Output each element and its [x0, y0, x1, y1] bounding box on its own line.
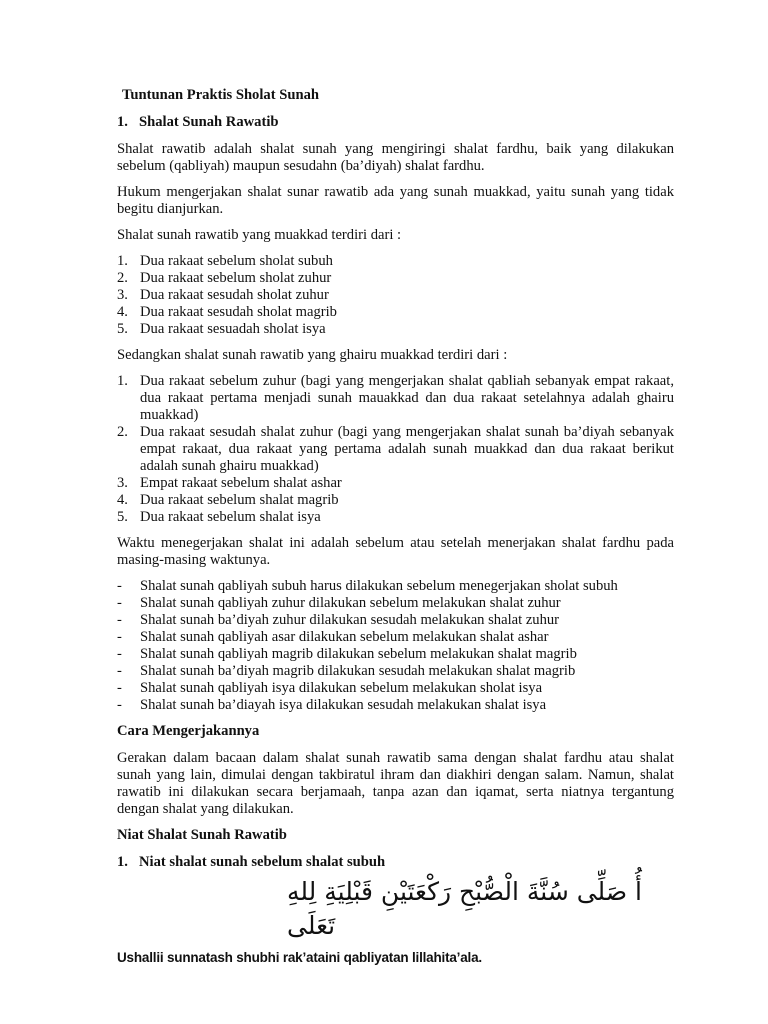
list-number: 3. — [117, 475, 128, 491]
section-number: 1. — [117, 114, 128, 130]
list-item-text: Dua rakaat sebelum shalat magrib — [140, 492, 339, 508]
list-item — [117, 578, 674, 595]
list-item-text: Shalat sunah qabliyah subuh harus dilakukan sebelum menegerjakan sholat subuh — [140, 578, 618, 594]
list-item — [117, 663, 674, 680]
list-item — [117, 424, 674, 475]
list-dash: - — [117, 595, 122, 611]
list-item-text: Dua rakaat sebelum zuhur (bagi yang mengerjakan shalat qabliah sebanyak empat rakaat, dua rakaat pertama menjadi sunah mauakkad dan dua rakaat setelahnya adalah ghairu muakkad) — [140, 373, 674, 423]
list-item-text: Dua rakaat sesudah shalat zuhur (bagi yang mengerjakan shalat sunah ba’diyah sebanyak empat rakaat, dua rakaat yang pertama adalah sunah muakkad dan dua rakaat berikut adalah sunah ghairu muakkad) — [140, 424, 674, 474]
list-number: 5. — [117, 321, 128, 337]
list-item — [117, 646, 674, 663]
list-number: 3. — [117, 287, 128, 303]
niat-subheading-subuh — [117, 854, 674, 871]
list-item — [117, 270, 674, 287]
list-item — [117, 475, 674, 492]
list-number: 1. — [117, 373, 128, 389]
list-item — [117, 509, 674, 526]
paragraph-hukum: Hukum mengerjakan shalat sunar rawatib ada yang sunah muakkad, yaitu sunah yang tidak begitu dianjurkan. — [117, 184, 674, 217]
paragraph-waktu: Waktu menegerjakan shalat ini adalah sebelum atau setelah menerjakan shalat fardhu pada masing-masing waktunya. — [117, 535, 674, 568]
list-item-text: Dua rakaat sebelum sholat zuhur — [140, 270, 332, 286]
list-dash: - — [117, 578, 122, 594]
ghairu-muakkad-list — [117, 373, 674, 526]
section-heading-text: Niat shalat sunah sebelum shalat subuh — [139, 854, 386, 870]
list-dash: - — [117, 663, 122, 679]
list-item — [117, 253, 674, 270]
list-item — [117, 304, 674, 321]
list-item — [117, 697, 674, 714]
list-item-text: Shalat sunah ba’diyah zuhur dilakukan sesudah melakukan shalat zuhur — [140, 612, 560, 628]
list-dash: - — [117, 646, 122, 662]
list-item-text: Shalat sunah ba’diayah isya dilakukan sesudah melakukan shalat isya — [140, 697, 547, 713]
list-item — [117, 680, 674, 697]
time-list — [117, 578, 674, 714]
list-dash: - — [117, 697, 122, 713]
latin-transliteration: Ushallii sunnatash shubhi rak’ataini qabliyatan lillahita’ala. — [117, 950, 482, 965]
paragraph-gerakan: Gerakan dalam bacaan dalam shalat sunah rawatib sama dengan shalat fardhu atau shalat sunah yang lain, dimulai dengan takbiratul ihram dan diakhiri dengan salam. Namun, shalat rawatib ini dilakukan secara berjamaah, tanpa azan dan iqamat, serta niatnya tergantung dengan shalat yang dilakukan. — [117, 750, 674, 817]
section-heading-rawatib — [117, 114, 674, 131]
list-item-text: Empat rakaat sebelum shalat ashar — [140, 475, 342, 491]
list-item-text: Dua rakaat sesudah sholat magrib — [140, 304, 337, 320]
document-body — [117, 87, 674, 966]
section-heading-text: Shalat Sunah Rawatib — [139, 114, 279, 130]
list-number: 5. — [117, 509, 128, 525]
list-number: 4. — [117, 304, 128, 320]
document-title: Tuntunan Praktis Sholat Sunah — [122, 87, 319, 103]
muakkad-list — [117, 253, 674, 338]
list-number: 4. — [117, 492, 128, 508]
list-item — [117, 612, 674, 629]
list-item-text: Dua rakaat sesudah sholat zuhur — [140, 287, 329, 303]
list-item — [117, 321, 674, 338]
list-item-text: Shalat sunah ba’diyah magrib dilakukan sesudah melakukan shalat magrib — [140, 663, 576, 679]
arabic-niat-text: أُ صَلِّى سُنَّةَ الْصُّبْحِ رَكْعَتَيْنِ قَبْلِيَةِ لِلهِ تَعَلَى — [287, 877, 642, 940]
list-item — [117, 492, 674, 509]
paragraph-definition: Shalat rawatib adalah shalat sunah yang mengiringi shalat fardhu, baik yang dilakukan sebelum (qabliyah) maupun sesudahn (ba’diyah) shalat fardhu. — [117, 141, 674, 174]
section-number: 1. — [117, 854, 128, 870]
list-item-text: Dua rakaat sebelum sholat subuh — [140, 253, 333, 269]
list-item — [117, 629, 674, 646]
list-item-text: Shalat sunah qabliyah zuhur dilakukan sebelum melakukan shalat zuhur — [140, 595, 561, 611]
list-number: 2. — [117, 424, 128, 440]
list-number: 2. — [117, 270, 128, 286]
list-item-text: Dua rakaat sesuadah sholat isya — [140, 321, 326, 337]
list-dash: - — [117, 612, 122, 628]
list-item-text: Shalat sunah qabliyah magrib dilakukan sebelum melakukan shalat magrib — [140, 646, 577, 662]
list-number: 1. — [117, 253, 128, 269]
list-item — [117, 287, 674, 304]
heading-niat: Niat Shalat Sunah Rawatib — [117, 827, 287, 843]
list-item — [117, 595, 674, 612]
list-dash: - — [117, 680, 122, 696]
list-item-text: Dua rakaat sebelum shalat isya — [140, 509, 321, 525]
list-item-text: Shalat sunah qabliyah asar dilakukan sebelum melakukan shalat ashar — [140, 629, 549, 645]
list-dash: - — [117, 629, 122, 645]
list-item — [117, 373, 674, 424]
list-item-text: Shalat sunah qabliyah isya dilakukan sebelum melakukan sholat isya — [140, 680, 543, 696]
heading-cara-mengerjakan: Cara Mengerjakannya — [117, 723, 260, 739]
paragraph-ghairu-intro: Sedangkan shalat sunah rawatib yang ghairu muakkad terdiri dari : — [117, 347, 508, 363]
paragraph-muakkad-intro: Shalat sunah rawatib yang muakkad terdiri dari : — [117, 227, 402, 243]
